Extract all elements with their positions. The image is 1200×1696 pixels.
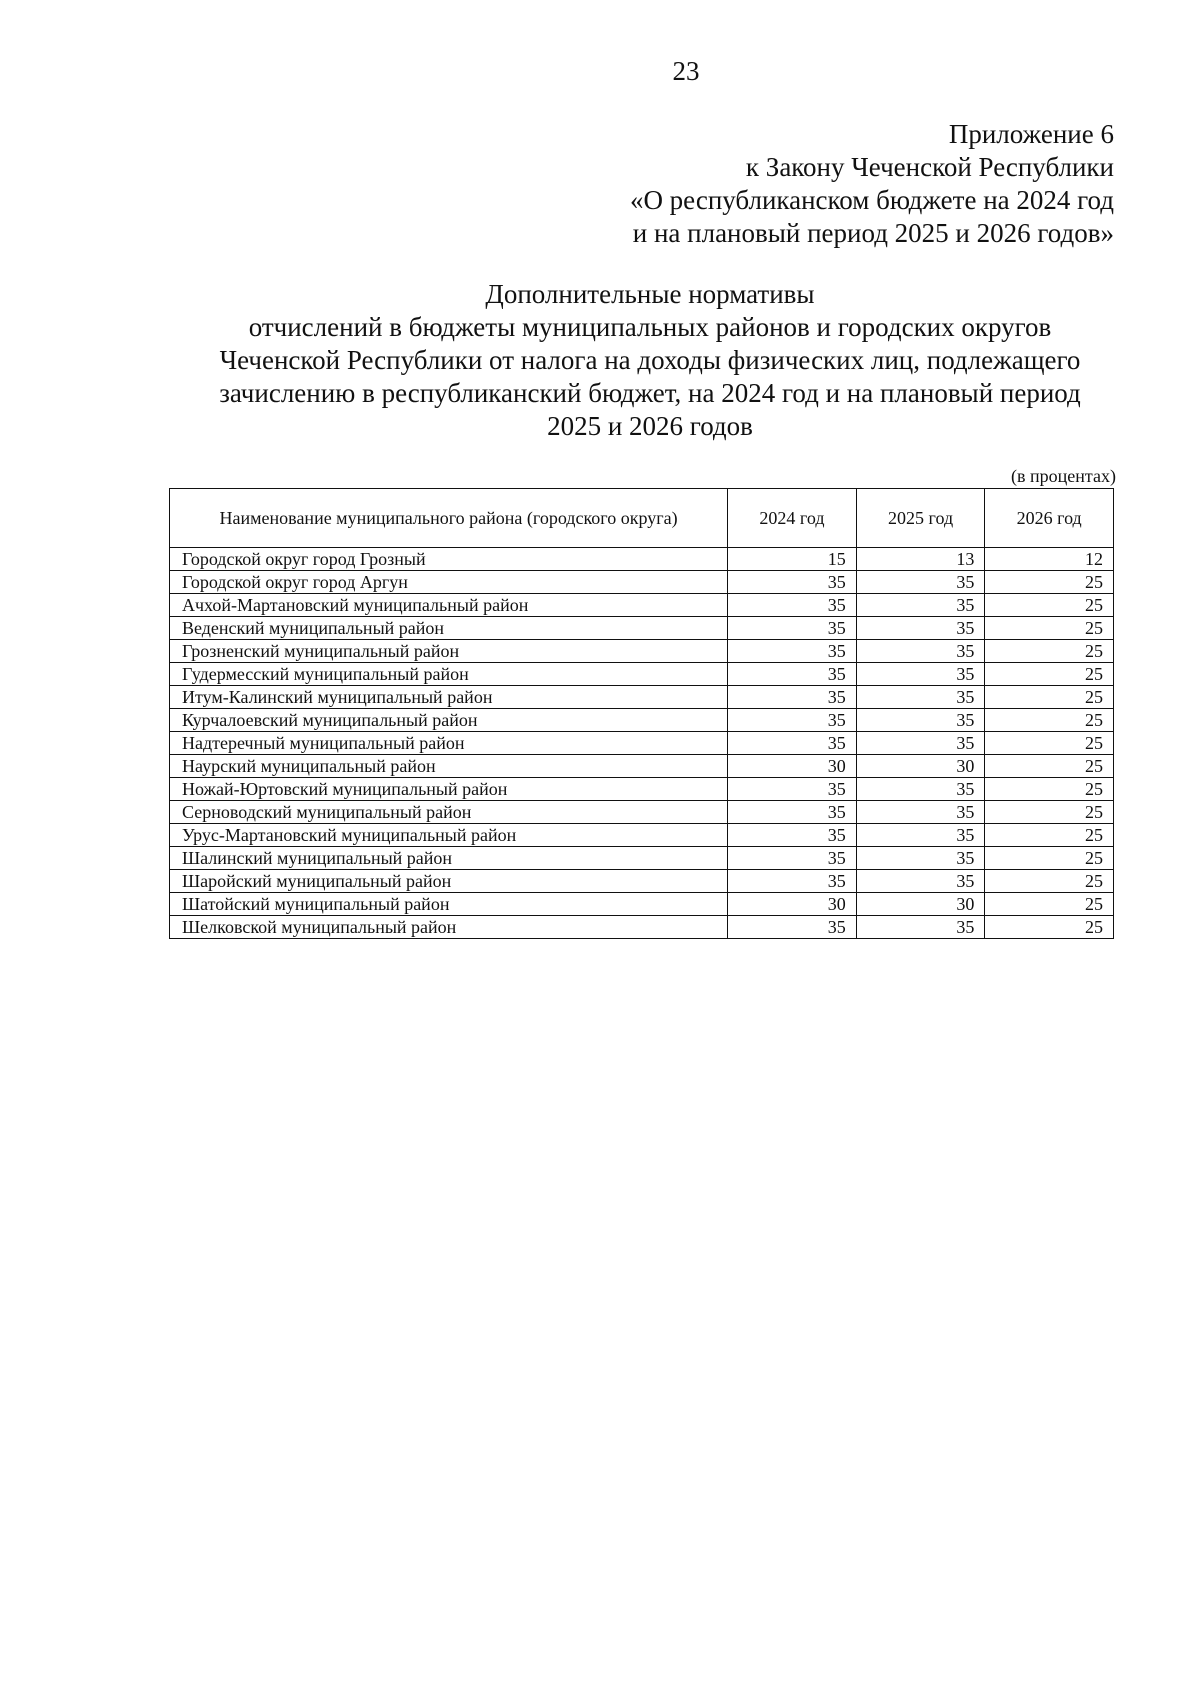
- row-name: Серноводский муниципальный район: [170, 801, 728, 824]
- value-2025: 35: [856, 870, 985, 893]
- title-line: отчислений в бюджеты муниципальных районов и городских округов: [248, 312, 1052, 342]
- row-name: Итум-Калинский муниципальный район: [170, 686, 728, 709]
- units-note: (в процентах): [1011, 466, 1116, 486]
- norms-table: [169, 488, 1114, 939]
- row-name: Городской округ город Аргун: [170, 571, 728, 594]
- value-2024: 15: [728, 548, 857, 571]
- row-name: Надтеречный муниципальный район: [170, 732, 728, 755]
- row-name: Ачхой-Мартановский муниципальный район: [170, 594, 728, 617]
- value-2026: 25: [985, 617, 1114, 640]
- value-2024: 30: [728, 893, 857, 916]
- value-2025: 35: [856, 617, 985, 640]
- appendix-line: «О республиканском бюджете на 2024 год: [629, 185, 1114, 215]
- row-name: Шелковской муниципальный район: [170, 916, 728, 939]
- value-2024: 35: [728, 916, 857, 939]
- row-name: Гудермесский муниципальный район: [170, 663, 728, 686]
- value-2024: 35: [728, 663, 857, 686]
- table-row: [170, 709, 1114, 732]
- table-row: [170, 686, 1114, 709]
- table-row: [170, 755, 1114, 778]
- table-row: [170, 663, 1114, 686]
- value-2026: 25: [985, 755, 1114, 778]
- value-2024: 35: [728, 801, 857, 824]
- value-2026: 25: [985, 778, 1114, 801]
- value-2025: 30: [856, 893, 985, 916]
- value-2024: 35: [728, 732, 857, 755]
- header-2026: 2026 год: [985, 489, 1114, 548]
- value-2024: 35: [728, 778, 857, 801]
- row-name: Шаройский муниципальный район: [170, 870, 728, 893]
- value-2025: 35: [856, 916, 985, 939]
- row-name: Шатойский муниципальный район: [170, 893, 728, 916]
- appendix-line: и на плановый период 2025 и 2026 годов»: [632, 218, 1114, 248]
- value-2024: 35: [728, 870, 857, 893]
- value-2025: 35: [856, 824, 985, 847]
- value-2026: 25: [985, 686, 1114, 709]
- row-name: Курчалоевский муниципальный район: [170, 709, 728, 732]
- table-row: [170, 870, 1114, 893]
- value-2026: 25: [985, 893, 1114, 916]
- value-2025: 35: [856, 847, 985, 870]
- header-name: Наименование муниципального района (городского округа): [170, 489, 728, 548]
- table-row: [170, 801, 1114, 824]
- table-row: [170, 617, 1114, 640]
- value-2025: 35: [856, 778, 985, 801]
- value-2026: 25: [985, 801, 1114, 824]
- row-name: Грозненский муниципальный район: [170, 640, 728, 663]
- title-line: Дополнительные нормативы: [485, 279, 815, 309]
- table-row: [170, 893, 1114, 916]
- value-2026: 25: [985, 916, 1114, 939]
- title-line: зачислению в республиканский бюджет, на 2024 год и на плановый период: [219, 378, 1081, 408]
- row-name: Шалинский муниципальный район: [170, 847, 728, 870]
- value-2024: 35: [728, 847, 857, 870]
- value-2025: 35: [856, 640, 985, 663]
- value-2024: 35: [728, 709, 857, 732]
- value-2025: 35: [856, 709, 985, 732]
- value-2024: 35: [728, 640, 857, 663]
- table-row: [170, 548, 1114, 571]
- table-body: [170, 548, 1114, 939]
- value-2024: 35: [728, 594, 857, 617]
- row-name: Урус-Мартановский муниципальный район: [170, 824, 728, 847]
- appendix-line: Приложение 6: [948, 119, 1114, 149]
- table-row: [170, 824, 1114, 847]
- value-2024: 35: [728, 571, 857, 594]
- row-name: Ножай-Юртовский муниципальный район: [170, 778, 728, 801]
- table-row: [170, 571, 1114, 594]
- header-2025: 2025 год: [856, 489, 985, 548]
- value-2026: 12: [985, 548, 1114, 571]
- page-number: 23: [672, 56, 700, 86]
- value-2025: 35: [856, 594, 985, 617]
- value-2024: 35: [728, 824, 857, 847]
- value-2025: 35: [856, 686, 985, 709]
- table-row: [170, 640, 1114, 663]
- value-2026: 25: [985, 663, 1114, 686]
- appendix-header: [630, 118, 1114, 250]
- value-2026: 25: [985, 640, 1114, 663]
- value-2025: 35: [856, 571, 985, 594]
- value-2024: 30: [728, 755, 857, 778]
- table-row: [170, 778, 1114, 801]
- table-row: [170, 594, 1114, 617]
- table-header-row: [170, 489, 1114, 548]
- row-name: Городской округ город Грозный: [170, 548, 728, 571]
- header-2024: 2024 год: [728, 489, 857, 548]
- title-line: 2025 и 2026 годов: [547, 411, 753, 441]
- value-2025: 13: [856, 548, 985, 571]
- value-2025: 30: [856, 755, 985, 778]
- value-2026: 25: [985, 709, 1114, 732]
- value-2026: 25: [985, 571, 1114, 594]
- appendix-line: к Закону Чеченской Республики: [745, 152, 1114, 182]
- document-title: [150, 278, 1150, 443]
- value-2026: 25: [985, 870, 1114, 893]
- value-2024: 35: [728, 617, 857, 640]
- value-2024: 35: [728, 686, 857, 709]
- value-2026: 25: [985, 594, 1114, 617]
- value-2025: 35: [856, 732, 985, 755]
- value-2025: 35: [856, 801, 985, 824]
- row-name: Наурский муниципальный район: [170, 755, 728, 778]
- value-2026: 25: [985, 847, 1114, 870]
- value-2026: 25: [985, 824, 1114, 847]
- value-2026: 25: [985, 732, 1114, 755]
- table-row: [170, 847, 1114, 870]
- table-row: [170, 916, 1114, 939]
- value-2025: 35: [856, 663, 985, 686]
- row-name: Веденский муниципальный район: [170, 617, 728, 640]
- table-row: [170, 732, 1114, 755]
- title-line: Чеченской Республики от налога на доходы физических лиц, подлежащего: [219, 345, 1081, 375]
